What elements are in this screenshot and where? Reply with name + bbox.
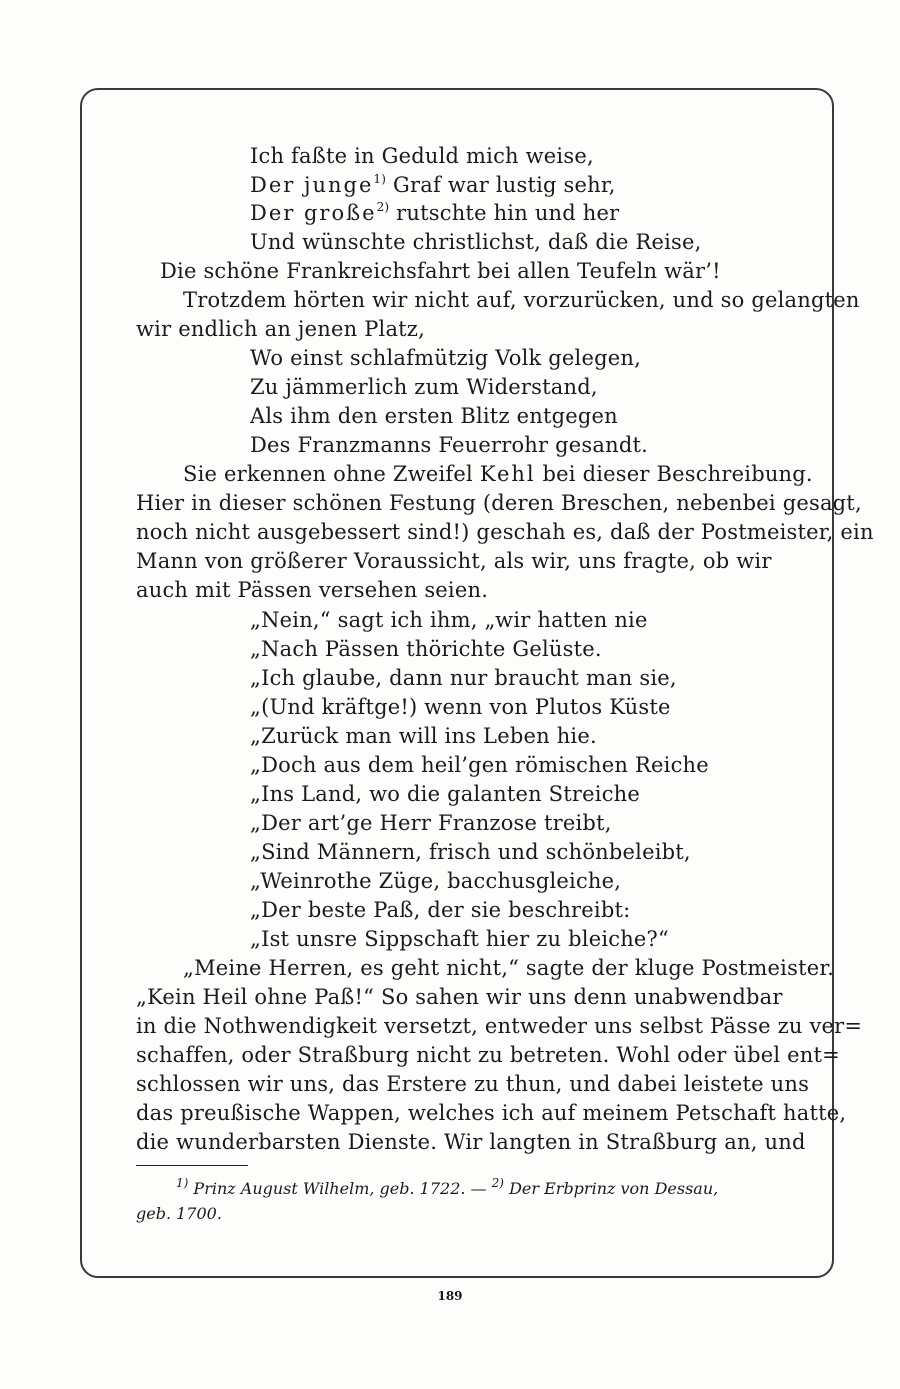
spaced-word: Kehl xyxy=(479,462,536,486)
text-line: „Der art’ge Herr Franzose treibt, xyxy=(250,811,612,835)
text-line: „Doch aus dem heil’gen römischen Reiche xyxy=(250,753,709,777)
text-line: „Meine Herren, es geht nicht,“ sagte der kluge Postmeister. xyxy=(183,956,835,980)
text-line: „Nach Pässen thörichte Gelüste. xyxy=(250,637,602,661)
footnote-ref: 1) xyxy=(373,172,387,186)
text-line: Mann von größerer Voraussicht, als wir, uns fragte, ob wir xyxy=(136,549,772,573)
text-line: „Der beste Paß, der sie beschreibt: xyxy=(250,898,631,922)
text-line: in die Nothwendigkeit versetzt, entweder uns selbst Pässe zu ver= xyxy=(136,1014,863,1038)
text-line: Des Franzmanns Feuerrohr gesandt. xyxy=(250,433,648,457)
text-line: Wo einst schlafmützig Volk gelegen, xyxy=(250,346,641,370)
text-line: „Ins Land, wo die galanten Streiche xyxy=(250,782,641,806)
text-line: Der große$^{2)}$ rutschte hin und her xyxy=(250,200,620,225)
text-line: Und wünschte christlichst, daß die Reise, xyxy=(250,230,702,254)
text-line: schaffen, oder Straßburg nicht zu betreten. Wohl oder übel ent= xyxy=(136,1043,840,1067)
text-line: Trotzdem hörten wir nicht auf, vorzurücken, und so gelangten xyxy=(183,288,860,312)
text-line: Ich faßte in Geduld mich weise, xyxy=(250,144,594,168)
page-number: 189 xyxy=(437,1289,463,1303)
text-line: „Zurück man will ins Leben hie. xyxy=(250,724,597,748)
text-line: Die schöne Frankreichsfahrt bei allen Teufeln wär’! xyxy=(160,259,721,283)
text-line: „Ich glaube, dann nur braucht man sie, xyxy=(250,666,677,690)
text-line: „Kein Heil ohne Paß!“ So sahen wir uns denn unabwendbar xyxy=(136,985,783,1009)
text-line: schlossen wir uns, das Erstere zu thun, und dabei leistete uns xyxy=(136,1072,810,1096)
text-line: Sie erkennen ohne Zweifel Kehl bei dieser Beschreibung. xyxy=(183,462,813,486)
text-line: auch mit Pässen versehen seien. xyxy=(136,578,489,602)
text-line: „Weinrothe Züge, bacchusgleiche, xyxy=(250,869,622,893)
spaced-word: Der junge xyxy=(250,173,374,197)
text-line: „Ist unsre Sippschaft hier zu bleiche?“ xyxy=(250,927,669,951)
text-line: Hier in dieser schönen Festung (deren Breschen, nebenbei gesagt, xyxy=(136,491,862,515)
text-line: „Nein,“ sagt ich ihm, „wir hatten nie xyxy=(250,608,648,632)
footnote-line: $^{1)}$ Prinz August Wilhelm, geb. 1722. — $^{2)}$ Der Erbprinz von Dessau, xyxy=(176,1175,719,1198)
text-line: das preußische Wappen, welches ich auf meinem Petschaft hatte, xyxy=(136,1101,847,1125)
footnote-line: geb. 1700. xyxy=(136,1204,222,1223)
text-line: Der junge$^{1)}$ Graf war lustig sehr, xyxy=(250,172,616,197)
text-line: Als ihm den ersten Blitz entgegen xyxy=(250,404,618,428)
text-line: wir endlich an jenen Platz, xyxy=(136,317,425,341)
text-line: Zu jämmerlich zum Widerstand, xyxy=(250,375,598,399)
text-line: noch nicht ausgebessert sind!) geschah es, daß der Postmeister, ein xyxy=(136,520,874,544)
text-line: „(Und kräftge!) wenn von Plutos Küste xyxy=(250,695,671,719)
footnote-ref: 2) xyxy=(376,200,390,214)
text-line: „Sind Männern, frisch und schönbeleibt, xyxy=(250,840,691,864)
text-line: die wunderbarsten Dienste. Wir langten in Straßburg an, und xyxy=(136,1130,806,1154)
footnote-rule xyxy=(136,1165,248,1166)
spaced-word: Der große xyxy=(250,201,377,225)
